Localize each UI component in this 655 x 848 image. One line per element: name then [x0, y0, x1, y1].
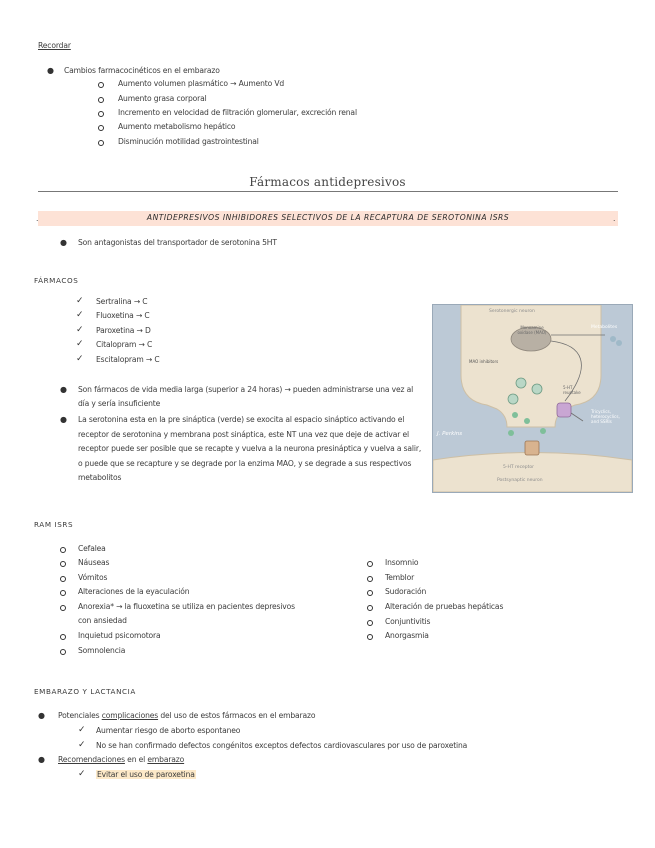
embarazo-bullet-2: [58, 755, 184, 765]
ram-left-item: Somnolencia: [78, 646, 126, 655]
circle-bullet-icon: [60, 561, 66, 567]
circle-bullet-icon: [367, 590, 373, 596]
farmacos-para2-line: o puede que se recapture y se degrade por la enzima MAO, y se degrade a sus respectivos: [78, 459, 412, 468]
recordar-item: Aumento volumen plasmático → Aumento Vd: [118, 79, 285, 88]
ram-right-item: Temblor: [385, 573, 415, 582]
farmacos-para2-line: receptor puede ser posible que se recapte y vuelva a la neurona presináptica y vuelva a salir,: [78, 444, 422, 453]
embarazo-check: No se han confirmado defectos congénitos exceptos defectos cardiovasculares por uso de paroxetina: [96, 741, 468, 750]
checkmark-icon: ✓: [76, 310, 84, 320]
circle-bullet-icon: [60, 576, 66, 582]
embarazo-check-highlight: [96, 770, 196, 780]
circle-bullet-icon: [98, 111, 104, 117]
diagram-label: Postsynaptic neuron: [497, 478, 543, 483]
ram-left-item: Anorexia* → la fluoxetina se utiliza en pacientes depresivos: [78, 602, 295, 611]
farmacos-para2-line: metabolitos: [78, 473, 122, 482]
checkmark-icon: ✓: [76, 325, 84, 335]
circle-bullet-icon: [98, 97, 104, 103]
ram-left-item: Náuseas: [78, 558, 110, 567]
ram-left-item: Cefalea: [78, 544, 106, 553]
embarazo-underlined: Recomendaciones: [58, 755, 125, 764]
checkmark-icon: ✓: [78, 769, 86, 779]
isrs-banner: [38, 211, 618, 226]
circle-bullet-icon: [367, 620, 373, 626]
embarazo-heading: EMBARAZO Y LACTANCIA: [34, 687, 136, 696]
circle-bullet-icon: [60, 590, 66, 596]
banner-text: ANTIDEPRESIVOS INHIBIDORES SELECTIVOS DE LA RECAPTURA DE SEROTONINA ISRS: [146, 213, 510, 222]
diagram-label: Metabolites: [591, 325, 618, 330]
farmaco-item: Fluoxetina → C: [96, 311, 150, 320]
banner-left-dot: .: [36, 214, 39, 223]
embarazo-bullet-1: [58, 711, 315, 721]
ram-left-item-continuation: con ansiedad: [78, 616, 127, 625]
embarazo-underlined: embarazo: [147, 755, 185, 764]
recordar-bullet: Cambios farmacocinéticos en el embarazo: [64, 66, 220, 75]
ram-right-item: Sudoración: [385, 587, 427, 596]
checkmark-icon: ✓: [78, 740, 86, 750]
recordar-item: Aumento metabolismo hepático: [118, 122, 236, 131]
ram-right-item: Insomnio: [385, 558, 419, 567]
ram-right-item: Alteración de pruebas hepáticas: [385, 602, 504, 611]
circle-bullet-icon: [60, 605, 66, 611]
embarazo-text: del uso de estos fármacos en el embarazo: [158, 711, 316, 720]
ram-right-item: Anorgasmia: [385, 631, 429, 640]
farmaco-item: Paroxetina → D: [96, 326, 151, 335]
circle-bullet-icon: [367, 605, 373, 611]
diagram-label: Tricyclics, heterocyclics, and SSRIs: [591, 409, 620, 424]
farmacos-para1-line: día y sería insuficiente: [78, 399, 161, 408]
ram-right-item: Conjuntivitis: [385, 617, 431, 626]
synapse-diagram: [432, 304, 633, 493]
farmacos-para2-line: La serotonina esta en la pre sináptica (verde) se exocita al espacio sináptico activando el: [78, 415, 405, 424]
ram-left-item: Alteraciones de la eyaculación: [78, 587, 190, 596]
checkmark-icon: ✓: [76, 354, 84, 364]
ram-left-item: Vómitos: [78, 573, 108, 582]
diagram-label: Monoamine oxidase (MAO): [517, 325, 547, 335]
circle-bullet-icon: [60, 634, 66, 640]
bullet-icon: ●: [38, 711, 45, 720]
bullet-icon: ●: [60, 415, 67, 424]
checkmark-icon: ✓: [76, 339, 84, 349]
circle-bullet-icon: [98, 82, 104, 88]
embarazo-text: en el: [124, 755, 148, 764]
intro-bullet: Son antagonistas del transportador de serotonina 5HT: [78, 238, 277, 247]
checkmark-icon: ✓: [78, 725, 86, 735]
diagram-label: 5-HT reuptake: [563, 385, 581, 395]
circle-bullet-icon: [98, 125, 104, 131]
section-divider: [38, 191, 618, 192]
embarazo-underlined: complicaciones: [101, 711, 159, 720]
circle-bullet-icon: [367, 576, 373, 582]
recordar-heading: Recordar: [38, 41, 71, 50]
embarazo-check: Aumentar riesgo de aborto espontaneo: [96, 726, 241, 735]
bullet-icon: ●: [60, 238, 67, 247]
recordar-item: Disminución motilidad gastrointestinal: [118, 137, 259, 146]
checkmark-icon: ✓: [76, 296, 84, 306]
circle-bullet-icon: [60, 547, 66, 553]
circle-bullet-icon: [98, 140, 104, 146]
highlighted-text: Evitar el uso de paroxetina: [97, 770, 195, 779]
section-title: Fármacos antidepresivos: [249, 175, 406, 189]
bullet-icon: ●: [38, 755, 45, 764]
farmacos-heading: FÁRMACOS: [34, 276, 79, 285]
banner-right-dot: .: [613, 214, 616, 223]
farmaco-item: Citalopram → C: [96, 340, 153, 349]
ram-heading: RAM ISRS: [34, 520, 74, 529]
farmaco-item: Sertralina → C: [96, 297, 148, 306]
bullet-icon: ●: [60, 385, 67, 394]
farmacos-para1-line: Son fármacos de vida media larga (superior a 24 horas) → pueden administrarse una vez al: [78, 385, 414, 394]
circle-bullet-icon: [367, 561, 373, 567]
farmaco-item: Escitalopram → C: [96, 355, 160, 364]
circle-bullet-icon: [367, 634, 373, 640]
embarazo-text: Potenciales: [58, 711, 102, 720]
bullet-icon: ●: [47, 66, 54, 75]
ram-left-item: Inquietud psicomotora: [78, 631, 161, 640]
recordar-item: Aumento grasa corporal: [118, 94, 207, 103]
diagram-label: MAO inhibitors: [469, 359, 499, 364]
diagram-signature: J. Perkins: [437, 431, 463, 437]
farmacos-para2-line: receptor de serotonina y membrana post sináptica, este NT una vez que deje de activar el: [78, 430, 409, 439]
diagram-label: 5-HT receptor: [503, 465, 535, 470]
recordar-item: Incremento en velocidad de filtración glomerular, excreción renal: [118, 108, 357, 117]
circle-bullet-icon: [60, 649, 66, 655]
diagram-label: Serotonergic neuron: [489, 309, 535, 314]
